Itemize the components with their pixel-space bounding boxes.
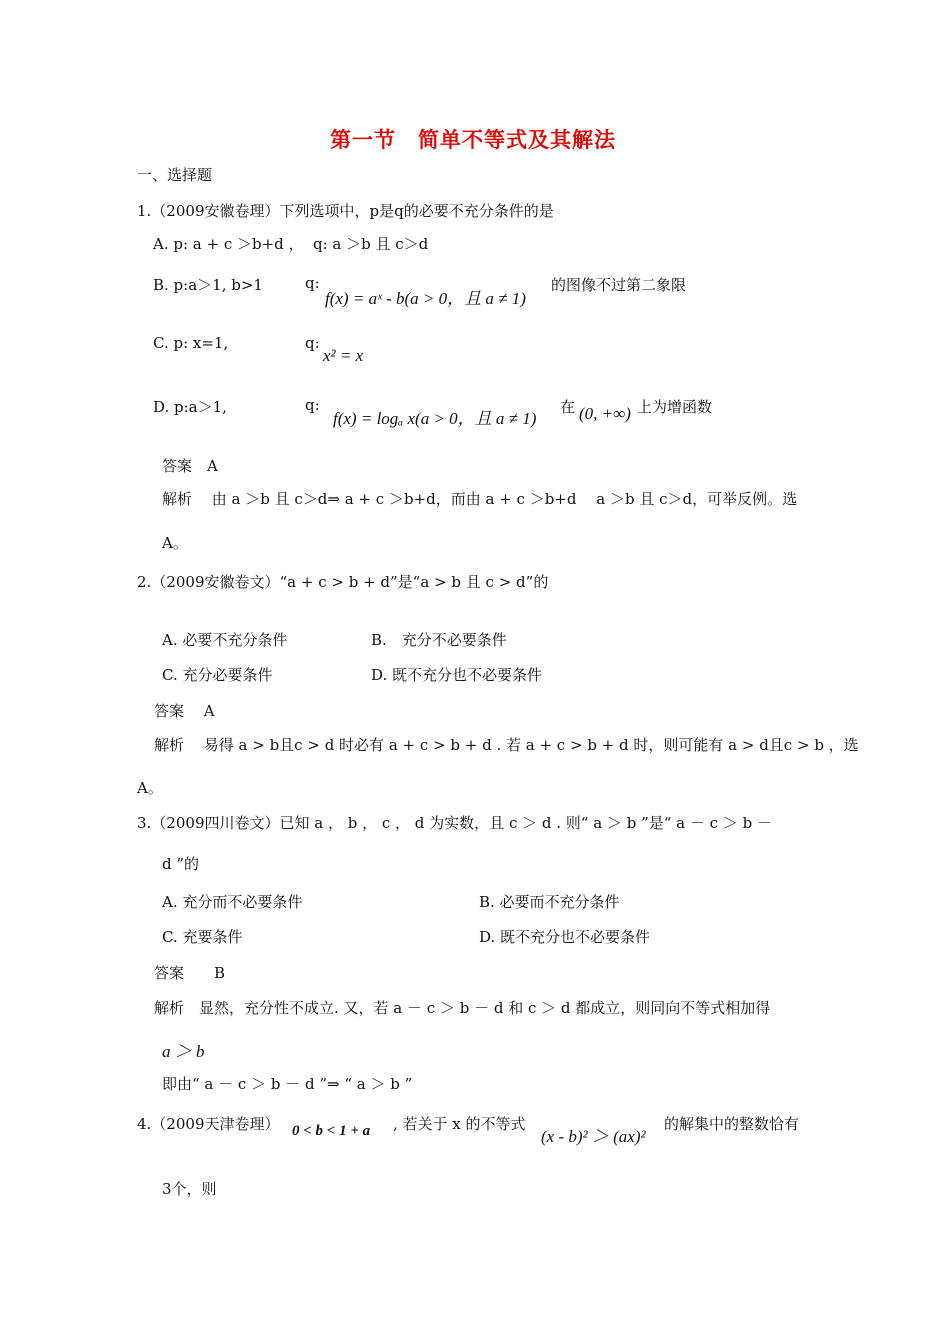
q3-analysis-line-3: 即由“ a － c ＞ b － d ”⇒ “ a ＞ b ” (162, 1075, 413, 1093)
q1-analysis-line-2: A。 (162, 534, 188, 552)
q1-option-c-q-label: q: (305, 334, 320, 352)
q2-option-b: B. 充分不必要条件 (371, 631, 507, 649)
q1-analysis-line-1: 解析 由 a ＞b 且 c＞d⇒ a + c ＞b+d，而由 a + c ＞b+d a ＞b 且 c＞d，可举反例。选 (162, 490, 798, 508)
q1-option-d-q-tail: 上为增函数 (637, 398, 713, 416)
q2-stem: 2.（2009安徽卷文）“a + c > b + d”是“a > b 且 c > d”的 (137, 573, 549, 591)
q1-answer: 答案 A (162, 457, 218, 475)
q4-stem-part-3: 的解集中的整数恰有 (664, 1115, 800, 1133)
q1-option-d-q-interval: (0, +∞) (579, 404, 631, 423)
q3-analysis-line-2: a ＞ b (162, 1042, 205, 1061)
q3-stem-line-2: d ”的 (162, 855, 200, 873)
q2-option-c: C. 充分必要条件 (162, 666, 273, 684)
q1-option-b-p: B. p:a＞1, b>1 (153, 276, 263, 294)
q4-stem-part-1: 4.（2009天津卷理） (137, 1115, 280, 1133)
q3-option-d: D. 既不充分也不必要条件 (479, 928, 651, 946)
q3-stem-line-1: 3.（2009四川卷文）已知 a ， b ， c ， d 为实数，且 c ＞ d . 则“ a ＞ b ”是“ a － c ＞ b － (137, 814, 772, 832)
q1-option-d-q-label: q: (305, 396, 320, 414)
q1-stem: 1.（2009安徽卷理）下列选项中，p是q的必要不充分条件的是 (137, 202, 554, 220)
q4-stem-line-2: 3个，则 (162, 1180, 217, 1198)
q4-stem-formula-2: (x - b)² ＞ (ax)² (541, 1127, 646, 1146)
page-title: 第一节 简单不等式及其解法 (330, 127, 616, 152)
q3-answer: 答案 B (154, 964, 226, 982)
q4-stem-formula: 0 < b < 1 + a (292, 1123, 371, 1139)
q1-option-d-q-formula: f(x) = logₐ x(a > 0，且 a ≠ 1) (333, 409, 537, 428)
q1-option-a-q: q: a ＞b 且 c＞d (313, 235, 429, 253)
q1-option-b-q-formula: f(x) = aˣ - b(a > 0，且 a ≠ 1) (325, 289, 526, 308)
q3-option-a: A. 充分而不必要条件 (162, 893, 303, 911)
q1-option-c-q-formula: x² = x (323, 346, 364, 365)
q1-option-a-p: A. p: a + c ＞b+d ， (153, 235, 304, 253)
q2-option-d: D. 既不充分也不必要条件 (371, 666, 543, 684)
q1-option-b-q-label: q: (305, 274, 320, 292)
q2-option-a: A. 必要不充分条件 (162, 631, 288, 649)
q3-analysis-line-1: 解析 显然，充分性不成立. 又，若 a － c ＞ b － d 和 c ＞ d 都成立，则同向不等式相加得 (154, 999, 771, 1017)
section-heading: 一、选择题 (137, 166, 213, 184)
q2-analysis-line-1: 解析 易得 a > b且c > d 时必有 a + c > b + d . 若 a + c > b + d 时，则可能有 a > d且c > b ，选 (154, 736, 859, 754)
q1-option-c-p: C. p: x=1, (153, 334, 229, 352)
q3-option-c: C. 充要条件 (162, 928, 243, 946)
q2-analysis-line-2: A。 (137, 779, 163, 797)
q1-option-d-q-zai: 在 (560, 398, 576, 416)
q4-stem-part-2: , 若关于 x 的不等式 (393, 1115, 526, 1133)
q1-option-b-q-tail: 的图像不过第二象限 (551, 276, 687, 294)
q3-option-b: B. 必要而不充分条件 (479, 893, 620, 911)
q2-answer: 答案 A (154, 702, 215, 720)
q1-option-d-p: D. p:a＞1, (153, 398, 227, 416)
